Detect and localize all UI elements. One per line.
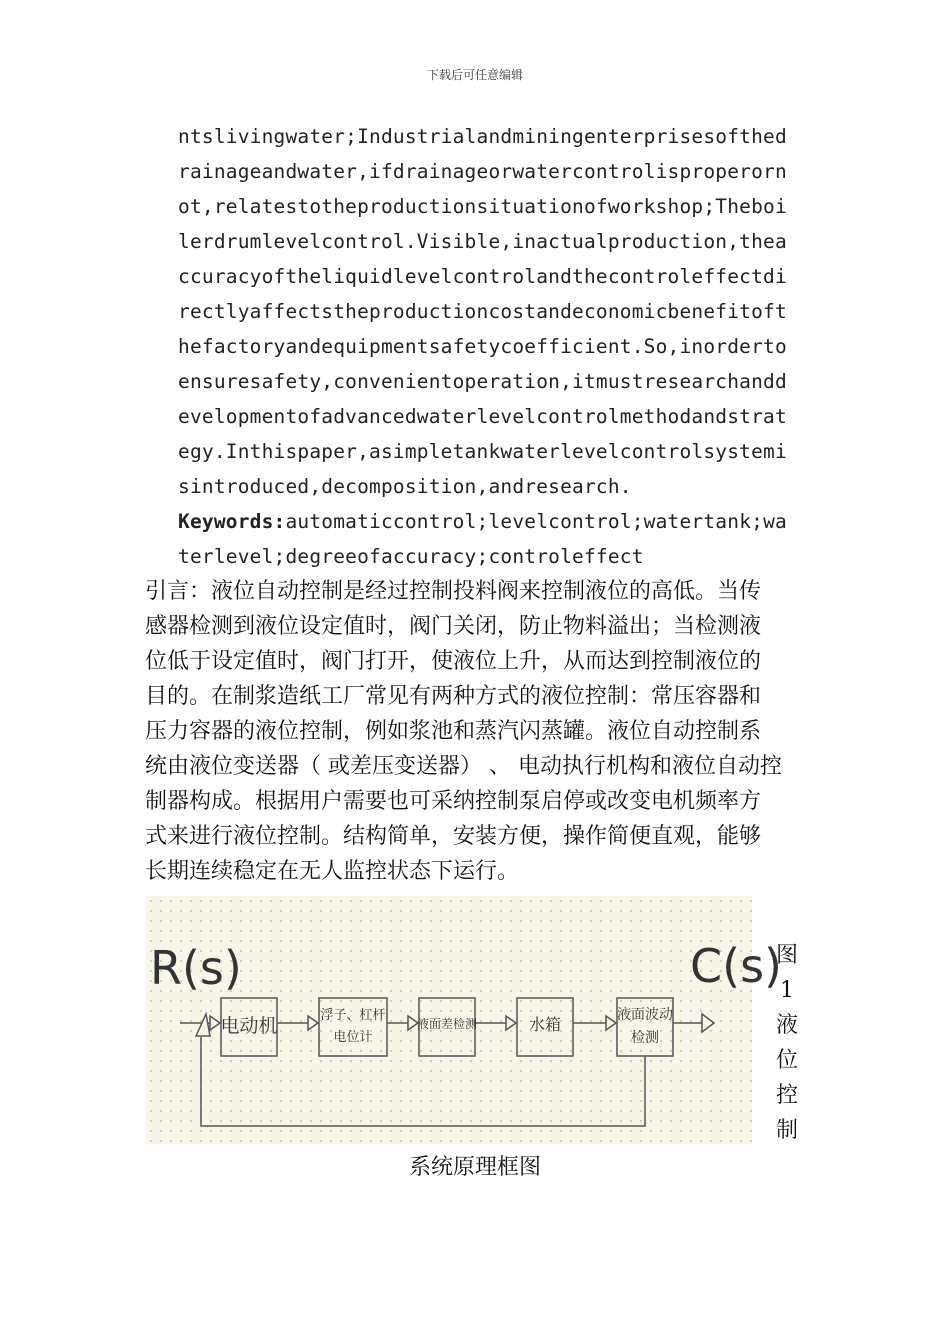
figure-caption-vertical (770, 938, 804, 1148)
abstract-line: ntslivingwater;Industrialandminingenterprisesofthed (178, 125, 787, 148)
introduction-paragraph (145, 574, 810, 889)
arrow-icon (210, 1016, 220, 1030)
intro-line: 目的。在制浆造纸工厂常见有两种方式的液位控制：常压容器和 (145, 684, 762, 709)
feedback-line (201, 1037, 645, 1126)
abstract-line: rectlyaffectstheproductioncostandeconomicbenefitoft (178, 300, 787, 323)
intro-line: 位低于设定值时，阀门打开，使液位上升，从而达到控制液位的 (145, 649, 762, 674)
caption-char: 1 (780, 978, 794, 1003)
keywords-line-continued: terlevel;degreeofaccuracy;controleffect (178, 545, 644, 568)
page-header: 下载后可任意编辑 (426, 68, 523, 82)
caption-char: 位 (775, 1048, 798, 1073)
keywords-text: automaticcontrol;levelcontrol;watertank;wa (285, 510, 787, 533)
block-wave-label-1: 液面波动 (617, 1007, 673, 1023)
intro-line: 引言：液位自动控制是经过控制投料阀来控制液位的高低。当传 (145, 579, 762, 604)
arrow-icon (506, 1016, 516, 1030)
intro-line: 式来进行液位控制。结构简单，安装方便，操作简便直观，能够 (145, 824, 762, 849)
abstract-line: evelopmentofadvancedwaterlevelcontrolmethodandstrat (178, 405, 787, 428)
summing-junction-icon (196, 1014, 210, 1036)
block-wave-label-2: 检测 (631, 1030, 659, 1046)
keywords-line (178, 504, 787, 539)
caption-char: 液 (775, 1013, 798, 1038)
intro-line: 感器检测到液位设定值时，阀门关闭，防止物料溢出；当检测液 (145, 614, 762, 639)
block-tank-label: 水箱 (528, 1015, 562, 1034)
block-float-label-1: 浮子、杠杆 (320, 1008, 386, 1023)
block-float-label-2: 电位计 (333, 1030, 373, 1045)
output-label: C(s) (690, 939, 782, 993)
intro-line: 统由液位变送器（ 或差压变送器） 、 电动执行机构和液位自动控 (145, 754, 782, 779)
block-motor-label: 电动机 (220, 1015, 278, 1037)
abstract-line: ccuracyoftheliquidlevelcontrolandthecontroleffectdi (178, 265, 787, 288)
block-float-potentiometer (319, 998, 387, 1056)
abstract-line: hefactoryandequipmentsafetycoefficient.So,inorderto (178, 335, 787, 358)
block-diagram-figure (146, 896, 782, 1144)
output-arrow-icon (702, 1014, 714, 1032)
caption-char: 控 (775, 1083, 798, 1108)
figure-caption-bottom: 系统原理框图 (408, 1155, 541, 1180)
abstract-english (178, 119, 787, 574)
caption-char: 制 (775, 1118, 798, 1143)
intro-line: 制器构成。根据用户需要也可采纳控制泵启停或改变电机频率方 (145, 789, 762, 814)
block-diagram (146, 896, 782, 1144)
intro-line: 压力容器的液位控制，例如浆池和蒸汽闪蒸罐。液位自动控制系 (145, 719, 762, 744)
abstract-line: rainageandwater,ifdrainageorwatercontrolisproperorn (178, 160, 787, 183)
abstract-line: egy.Inthispaper,asimpletankwaterlevelcontrolsystemi (178, 440, 787, 463)
caption-char: 图 (775, 943, 798, 968)
arrow-icon (606, 1016, 616, 1030)
intro-line: 长期连续稳定在无人监控状态下运行。 (145, 859, 520, 884)
arrow-icon (308, 1016, 318, 1030)
keywords-label: Keywords: (178, 510, 286, 533)
abstract-line: ensuresafety,convenientoperation,itmustresearchandd (178, 370, 787, 393)
abstract-line: sintroduced,decomposition,andresearch. (178, 475, 632, 498)
abstract-line: ot,relatestotheproductionsituationofworkshop;Theboi (178, 195, 787, 218)
block-level-diff-label: 液面差检测 (416, 1017, 478, 1031)
abstract-line: lerdrumlevelcontrol.Visible,inactualproduction,thea (178, 230, 787, 253)
input-label: R(s) (150, 941, 242, 995)
